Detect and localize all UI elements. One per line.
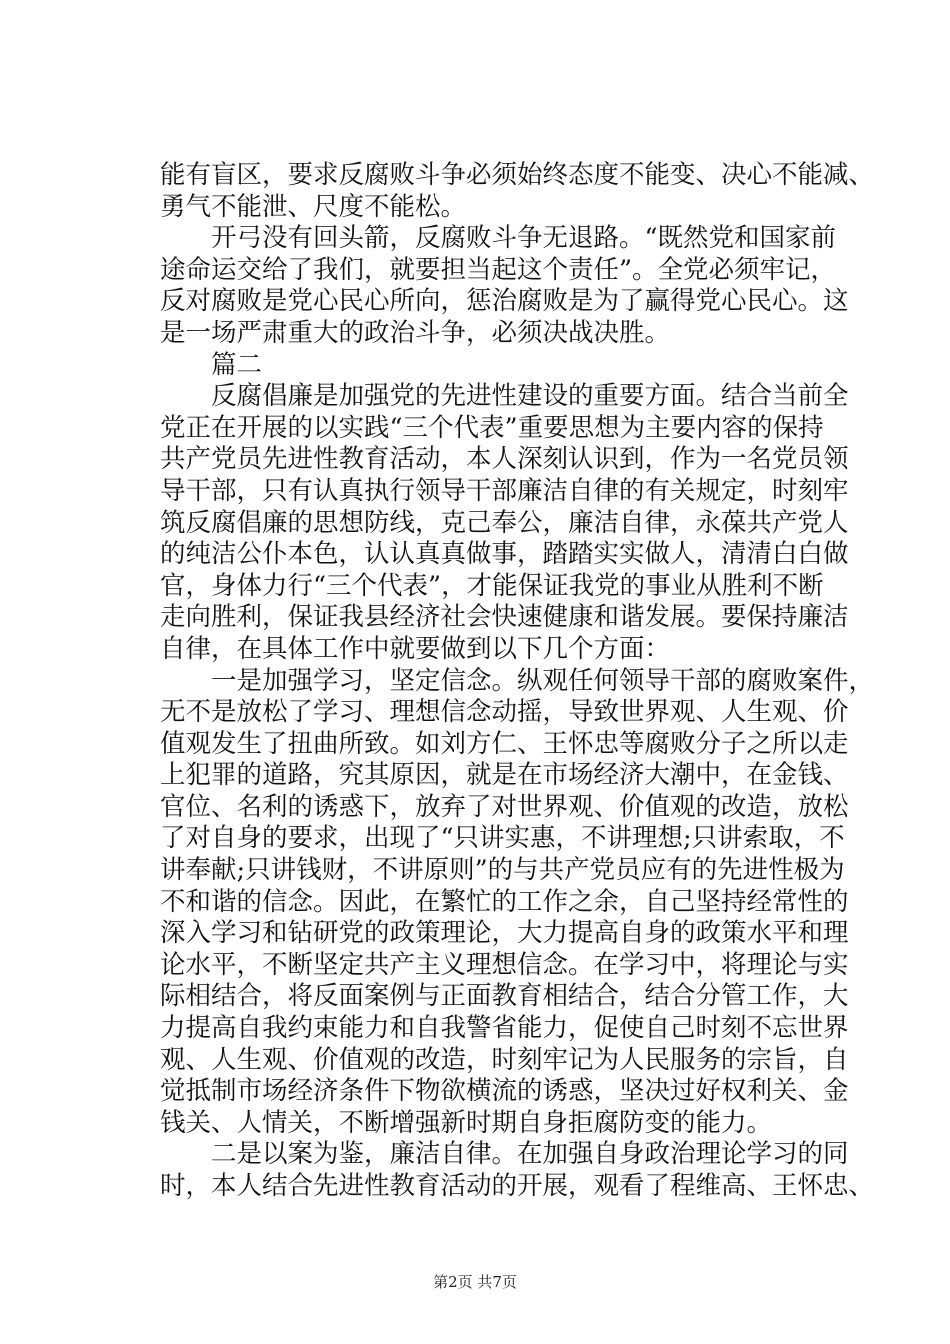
text-line: 上犯罪的道路，究其原因，就是在市场经济大潮中，在金钱、 [160, 760, 849, 791]
text-line: 途命运交给了我们，就要担当起这个责任”。全党必须牢记， [160, 254, 837, 285]
text-line: 际相结合，将反面案例与正面教育相结合，结合分管工作，大 [160, 981, 849, 1012]
text-line: 党正在开展的以实践“三个代表”重要思想为主要内容的保持 [160, 412, 824, 443]
text-line: 值观发生了扭曲所致。如刘方仁、王怀忠等腐败分子之所以走 [160, 728, 849, 759]
text-line: 的纯洁公仆本色，认认真真做事，踏踏实实做人，清清白白做 [160, 539, 849, 570]
text-line: 导干部，只有认真执行领导干部廉洁自律的有关规定，时刻牢 [160, 475, 849, 506]
text-line: 共产党员先进性教育活动，本人深刻认识到，作为一名党员领 [160, 444, 849, 475]
text-line: 能有盲区，要求反腐败斗争必须始终态度不能变、决心不能减、 [160, 160, 875, 190]
text-line: 自律，在具体工作中就要做到以下几个方面： [160, 633, 671, 664]
text-line: 深入学习和钻研党的政策理论，大力提高自身的政策水平和理 [160, 918, 849, 949]
text-line: 二是以案为鉴，廉洁自律。在加强自身政治理论学习的同 [160, 1139, 849, 1170]
text-line: 了对自身的要求，出现了“只讲实惠，不讲理想;只讲索取，不 [160, 823, 845, 854]
text-line: 不和谐的信念。因此，在繁忙的工作之余，自己坚持经常性的 [160, 886, 849, 917]
document-body [160, 160, 875, 1203]
text-line: 官，身体力行“三个代表”，才能保证我党的事业从胜利不断 [160, 570, 824, 601]
text-line: 是一场严肃重大的政治斗争，必须决战决胜。 [160, 317, 671, 348]
text-line: 开弓没有回头箭，反腐败斗争无退路。“既然党和国家前 [160, 223, 837, 254]
text-line: 论水平，不断坚定共产主义理想信念。在学习中，将理论与实 [160, 949, 849, 980]
section-heading: 篇二 [160, 349, 263, 380]
text-line: 力提高自我约束能力和自我警省能力，促使自己时刻不忘世界 [160, 1013, 849, 1044]
text-line: 钱关、人情关，不断增强新时期自身拒腐防变的能力。 [160, 1107, 773, 1138]
page-number-footer: 第2页 共7页 [433, 1273, 517, 1291]
text-line: 无不是放松了学习、理想信念动摇，导致世界观、人生观、价 [160, 697, 849, 728]
text-line: 走向胜利，保证我县经济社会快速健康和谐发展。要保持廉洁 [160, 602, 849, 633]
text-line: 一是加强学习，坚定信念。纵观任何领导干部的腐败案件， [160, 665, 875, 696]
text-line: 官位、名利的诱惑下，放弃了对世界观、价值观的改造，放松 [160, 791, 849, 822]
text-line: 观、人生观、价值观的改造，时刻牢记为人民服务的宗旨，自 [160, 1044, 849, 1075]
text-line: 觉抵制市场经济条件下物欲横流的诱惑，坚决过好权利关、金 [160, 1076, 849, 1107]
text-line: 反腐倡廉是加强党的先进性建设的重要方面。结合当前全 [160, 381, 849, 412]
text-line: 时，本人结合先进性教育活动的开展，观看了程维高、王怀忠、 [160, 1171, 875, 1201]
text-line: 反对腐败是党心民心所向，惩治腐败是为了赢得党心民心。这 [160, 286, 849, 317]
text-line: 筑反腐倡廉的思想防线，克己奉公，廉洁自律，永葆共产党人 [160, 507, 849, 538]
text-line: 讲奉献;只讲钱财，不讲原则”的与共产党员应有的先进性极为 [160, 855, 845, 886]
text-line: 勇气不能泄、尺度不能松。 [160, 191, 467, 222]
